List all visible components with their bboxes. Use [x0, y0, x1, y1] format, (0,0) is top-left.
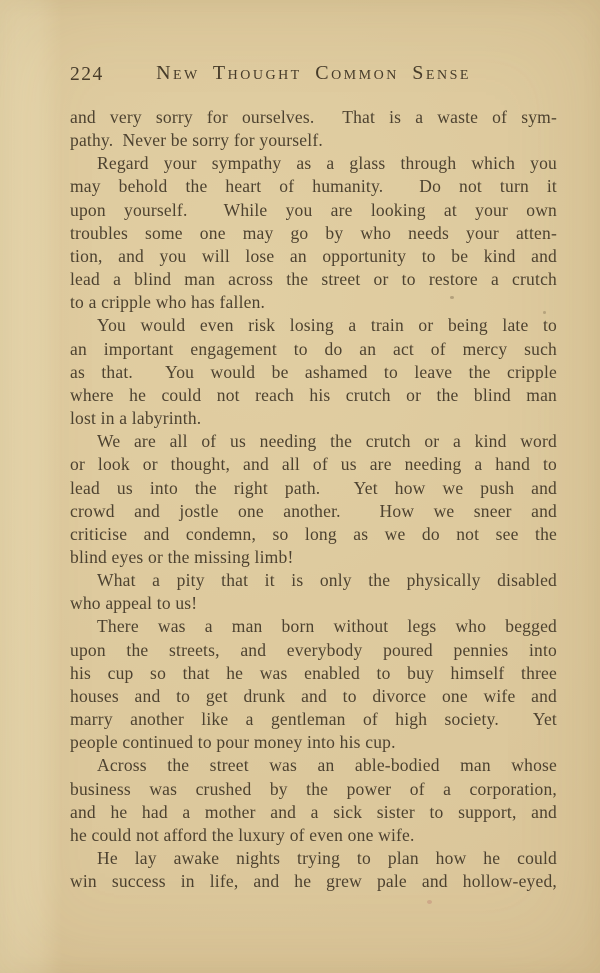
- text-line: to a cripple who has fallen.: [70, 292, 266, 313]
- text-line: his cup so that he was enabled to buy himself three: [70, 662, 557, 683]
- text-line: You would even risk losing a train or being late to: [97, 315, 557, 336]
- scan-speck: [427, 900, 432, 904]
- text-line: blind eyes or the missing limb!: [70, 546, 294, 567]
- text-line: crowd and jostle one another. How we sneer and: [70, 500, 557, 521]
- text-line: lead us into the right path. Yet how we push and: [70, 477, 557, 498]
- text-line: lead a blind man across the street or to restore a crutch: [70, 269, 557, 290]
- text-line: or look or thought, and all of us are needing a hand to: [70, 454, 557, 475]
- text-line: Across the street was an able-bodied man whose: [97, 755, 557, 776]
- text-line: may behold the heart of humanity. Do not turn it: [70, 176, 557, 197]
- text-line: We are all of us needing the crutch or a kind word: [97, 431, 557, 452]
- text-line: criticise and condemn, so long as we do not see the: [70, 523, 557, 544]
- text-line: lost in a labyrinth.: [70, 408, 202, 429]
- text-line: he could not afford the luxury of even one wife.: [70, 824, 415, 845]
- text-line: people continued to pour money into his cup.: [70, 732, 396, 753]
- text-line: business was crushed by the power of a corporation,: [70, 778, 557, 799]
- text-line: and he had a mother and a sick sister to support, and: [70, 801, 557, 822]
- text-line: He lay awake nights trying to plan how he could: [97, 848, 557, 868]
- page-number: 224: [70, 64, 104, 85]
- text-line: where he could not reach his crutch or the blind man: [70, 384, 557, 405]
- text-line: upon the streets, and everybody poured pennies into: [70, 639, 557, 660]
- text-line: marry another like a gentleman of high society. Yet: [70, 709, 557, 730]
- text-line: pathy. Never be sorry for yourself.: [70, 130, 323, 151]
- text-line: upon yourself. While you are looking at your own: [70, 199, 557, 220]
- text-line: What a pity that it is only the physically disabled: [97, 570, 557, 591]
- text-line: tion, and you will lose an opportunity to be kind and: [70, 245, 557, 266]
- text-line: as that. You would be ashamed to leave the cripple: [70, 361, 557, 382]
- text-line: an important engagement to do an act of mercy such: [70, 338, 557, 359]
- text-line: troubles some one may go by who needs your atten-: [70, 222, 557, 243]
- running-title: New Thought Common Sense: [156, 62, 471, 84]
- page-text: [70, 106, 557, 893]
- text-line: There was a man born without legs who begged: [97, 616, 557, 637]
- text-line: houses and to get drunk and to divorce one wife and: [70, 685, 557, 706]
- text-line: Regard your sympathy as a glass through which you: [97, 153, 557, 174]
- running-header: [70, 62, 557, 88]
- text-line: and very sorry for ourselves. That is a waste of sym-: [70, 107, 557, 127]
- text-line: who appeal to us!: [70, 593, 198, 614]
- text-line: win success in life, and he grew pale and hollow-eyed,: [70, 871, 557, 892]
